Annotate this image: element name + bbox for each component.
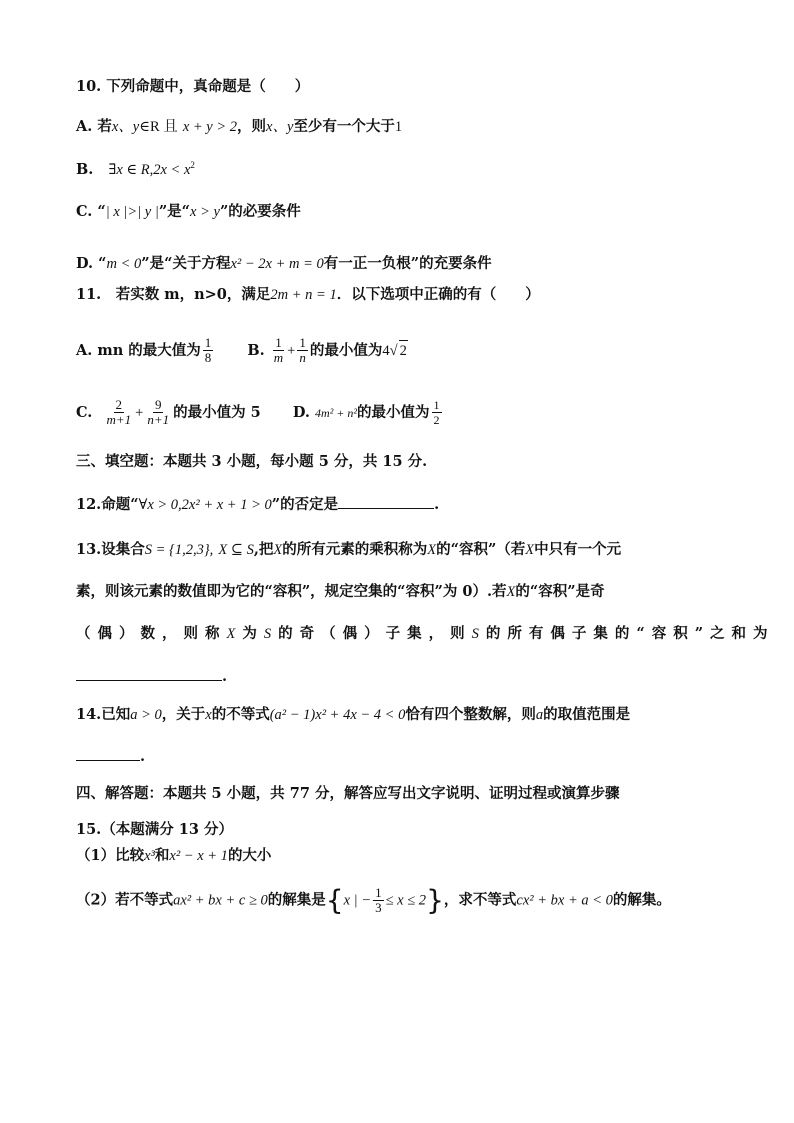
- q11-option-a: A. mn 的最大值为 $\frac{1}{8}$: [76, 335, 212, 365]
- q13-line-2: 素，则该元素的数值即为它的“容积”，规定空集的“容积”为 0）.若X的“容积”是奇: [76, 583, 605, 600]
- q10-option-a: A. 若x、y∈R 且 x + y > 2，则x、y至少有一个大于1: [76, 118, 403, 135]
- q14-answer-blank[interactable]: [76, 746, 140, 761]
- q14-line-2: .: [76, 746, 145, 767]
- q11-option-b: B. $\frac{1}{m}$ + $\frac{1}{n}$ 的最小值为4√ 2: [247, 335, 407, 365]
- q13-answer-blank[interactable]: [76, 666, 222, 681]
- q15-part-2: （2）若不等式ax² + bx + c ≥ 0的解集是{x | − $\frac{1}{3}$ ≤ x ≤ 2}，求不等式cx² + bx + a < 0的解集。: [76, 883, 671, 917]
- q14-line-1: 14.已知a > 0，关于x的不等式(a² − 1)x² + 4x − 4 < 0恰有四个整数解，则a的取值范围是: [76, 706, 631, 723]
- q11-options-cd: [76, 398, 444, 427]
- q13-line-1: 13.设集合S = {1,2,3}, X ⊆ S,把X的所有元素的乘积称为X的“容积”（若X中只有一个元: [76, 541, 622, 558]
- q12: 12.命题“∀x > 0,2x² + x + 1 > 0”的否定是 .: [76, 496, 440, 513]
- q10-stem: 10. 下列命题中，真命题是（ ）: [76, 78, 310, 95]
- section-4-heading: 四、解答题：本题共 5 小题，共 77 分，解答应写出文字说明、证明过程或演算步骤: [76, 785, 620, 802]
- q11-options-ab: [76, 336, 408, 365]
- q10-option-d: D. “m < 0”是“关于方程x² − 2x + m = 0有一正一负根”的充要条件: [76, 255, 492, 272]
- section-3-heading: 三、填空题：本题共 3 小题，每小题 5 分，共 15 分.: [76, 453, 428, 470]
- q13-line-4: .: [76, 666, 227, 687]
- q11-option-c: C. $\frac{2}{m+1}$ + $\frac{9}{n+1}$ 的最小值为 5: [76, 397, 261, 427]
- q11-stem: 11. 若实数 m，n>0，满足2m + n = 1．以下选项中正确的有（ ）: [76, 286, 540, 303]
- q15-title: 15.（本题满分 13 分）: [76, 821, 234, 838]
- q12-answer-blank[interactable]: [338, 494, 434, 509]
- q15-part-1: （1）比较x³和x² − x + 1的大小: [76, 847, 272, 864]
- q10-option-c: C. “| x |>| y |”是“x > y”的必要条件: [76, 203, 301, 220]
- q10-option-b: B. ∃x ∈ $R,2x < x^2$: [76, 160, 195, 178]
- q13-line-3: （偶）数，则称X为S的奇（偶）子集，则S的所有偶子集的“容积”之和为: [76, 625, 775, 642]
- q11-option-d: D. 4m² + n²的最小值为 $\frac{1}{2}$: [292, 398, 440, 427]
